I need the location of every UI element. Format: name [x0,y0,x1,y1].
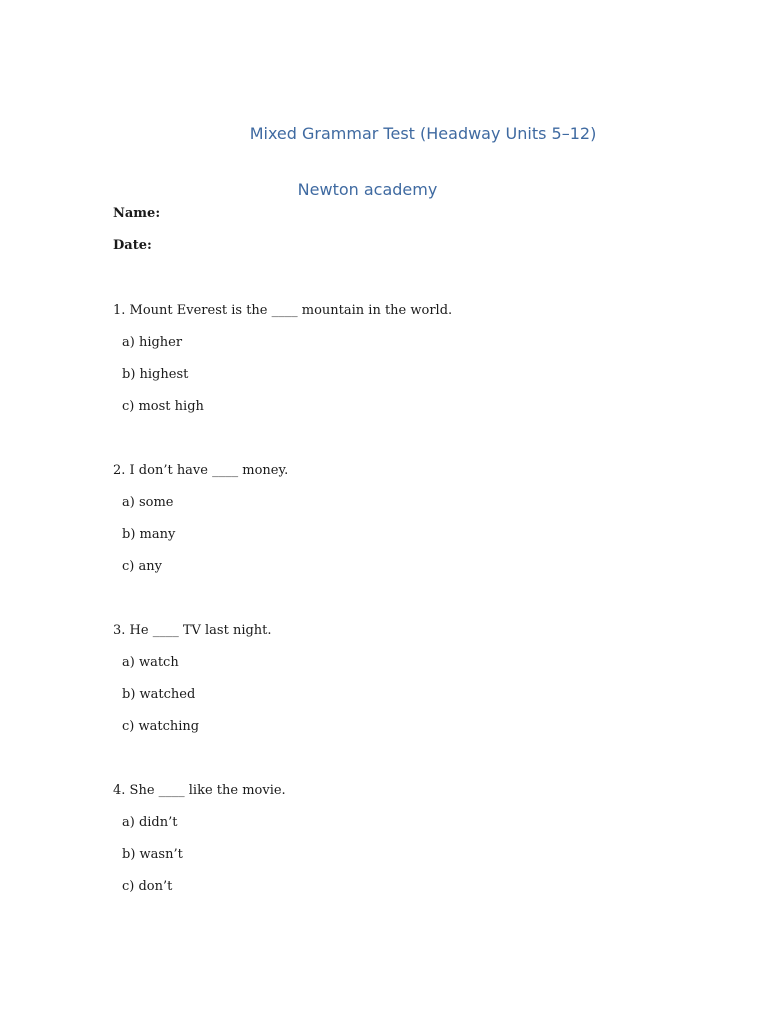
question-text: 4. She ____ like the movie. [113,783,286,798]
question-1 [113,303,673,431]
answer-option-c: c) watching [122,719,200,734]
answer-option-a: a) didn’t [122,815,178,830]
question-text: 1. Mount Everest is the ____ mountain in the world. [113,303,453,318]
question-4 [113,783,673,911]
date-label: Date: [113,238,152,253]
answer-option-b: b) many [122,527,176,542]
answer-option-b: b) watched [122,687,196,702]
school-name: Newton academy [297,180,438,199]
answer-option-c: c) don’t [122,879,173,894]
answer-option-a: a) higher [122,335,183,350]
question-text: 3. He ____ TV last night. [113,623,272,638]
question-2 [113,463,673,591]
question-text: 2. I don’t have ____ money. [113,463,289,478]
document-title: Mixed Grammar Test (Headway Units 5–12) [249,124,597,143]
answer-option-c: c) most high [122,399,204,414]
answer-option-a: a) watch [122,655,179,670]
answer-option-a: a) some [122,495,174,510]
name-label: Name: [113,206,161,221]
answer-option-b: b) highest [122,367,189,382]
answer-option-b: b) wasn’t [122,847,183,862]
answer-option-c: c) any [122,559,162,574]
question-3 [113,623,673,751]
